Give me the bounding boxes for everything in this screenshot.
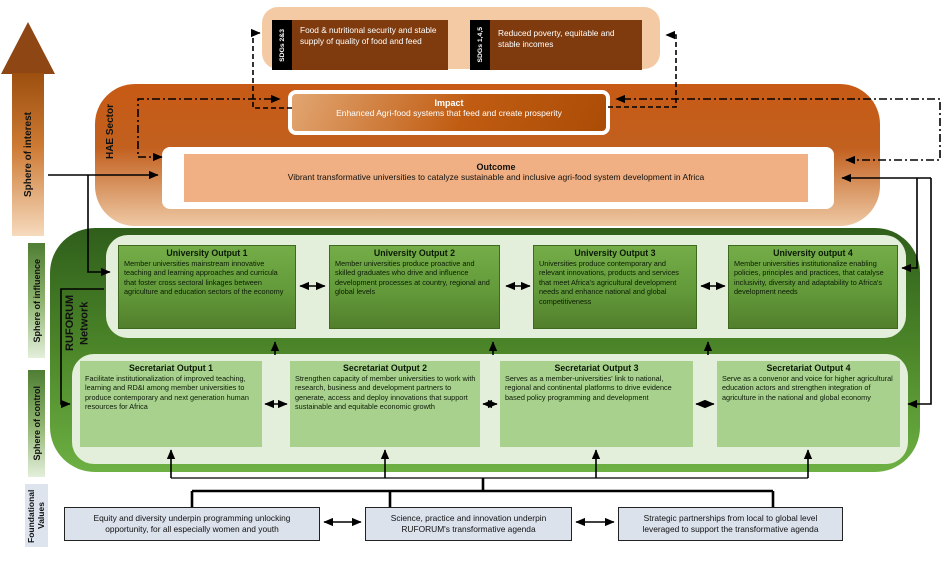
university-output-3-title: University Output 3 [574, 248, 656, 258]
hae-sector-label-wrap [99, 92, 121, 172]
sdg-1-4-5-box: Reduced poverty, equitable and stable incomes [490, 20, 642, 70]
secretariat-output-4-title: Secretariat Output 4 [766, 363, 851, 373]
foundational-box-partnerships: Strategic partnerships from local to global level leveraged to support the transformative agenda [618, 507, 843, 541]
university-output-1-text: Member universities mainstream innovative teaching and learning approaches and curricula that foster cross sectoral linkages between agriculture and education sectors of the economy [124, 259, 284, 297]
sdg-1-4-5-tab-label: SDGs 1,4,5 [476, 27, 484, 63]
sphere-of-control-label: Sphere of control [31, 386, 42, 461]
secretariat-output-3-title: Secretariat Output 3 [554, 363, 639, 373]
university-output-1-title: University Output 1 [166, 248, 248, 258]
foundational-box-science: Science, practice and innovation underpin RUFORUM's transformative agenda [365, 507, 572, 541]
outcome-title: Outcome [476, 162, 516, 172]
foundational-box-equity: Equity and diversity underpin programming unlocking opportunity, for all especially women and youth [64, 507, 320, 541]
secretariat-output-2-text: Strengthen capacity of member universities to work with research, business and development partners to generate, access and deploy innovations that support sustainable and equitable economic growth [295, 374, 476, 412]
sdg-band [262, 7, 660, 69]
secretariat-output-1-text: Facilitate institutionalization of improved teaching, learning and RD&I among member universities to produce contemporary and next generation human resources for Africa [85, 374, 249, 412]
university-output-2-title: University Output 2 [373, 248, 456, 258]
secretariat-output-4-box [717, 361, 900, 447]
sphere-of-influence-bar [28, 243, 45, 358]
sdg-2-3-tab [272, 20, 292, 70]
university-output-4-title: University output 4 [773, 248, 853, 258]
university-output-4-text: Member universities institutionalize enabling policies, principles and practices, that catalyse inclusivity, diversity and adaptability to Africa's development needs [734, 259, 884, 297]
secretariat-output-4-text: Serve as a convenor and voice for higher agricultural education actors and strengthen integration of agriculture in the national and global economy [722, 374, 893, 402]
hae-sector-label: HAE Sector [104, 104, 116, 160]
sdg-1-4-5-tab [470, 20, 490, 70]
university-output-2-box [329, 245, 500, 329]
impact-text: Enhanced Agri-food systems that feed and create prosperity [336, 108, 562, 118]
foundational-values-label: Foundational Values [25, 488, 46, 543]
secretariat-output-2-box [290, 361, 480, 447]
ruforum-network-label: RUFORUM Network [63, 294, 90, 352]
sdg-2-3-tab-label: SDGs 2&3 [278, 28, 286, 62]
secretariat-output-1-title: Secretariat Output 1 [128, 363, 214, 373]
university-output-1-box [118, 245, 296, 329]
university-output-3-text: Universities produce contemporary and relevant innovations, products and services that meet Africa's agricultural development needs and enhance national and global competitiveness [539, 259, 679, 306]
secretariat-output-3-text: Serves as a member-universities' link to national, regional and continental platforms to drive evidence based policy programming and development [505, 374, 672, 402]
impact-title: Impact [434, 98, 464, 108]
outcome-box [162, 147, 834, 209]
secretariat-output-2-title: Secretariat Output 2 [342, 363, 428, 373]
impact-box [288, 90, 610, 135]
sphere-of-interest-bar [12, 73, 44, 236]
secretariat-output-1-box [80, 361, 262, 447]
foundational-values-bar [25, 484, 48, 547]
university-output-3-box [533, 245, 697, 329]
ruforum-network-label-wrap [58, 282, 96, 364]
sphere-of-control-bar [28, 370, 45, 477]
outcome-inner-box [184, 154, 808, 202]
university-output-4-box [728, 245, 898, 329]
sphere-of-interest-label: Sphere of interest [22, 111, 34, 198]
university-output-2-text: Member universities produce proactive and skilled graduates who drive and influence development processes at country, regional and global levels [335, 259, 490, 297]
sdg-2-3-box: Food & nutritional security and stable supply of quality of food and feed [292, 20, 448, 70]
outcome-text: Vibrant transformative universities to catalyze sustainable and inclusive agri-food system development in Africa [287, 172, 705, 182]
secretariat-output-3-box [500, 361, 693, 447]
sphere-arrow-head-icon [1, 22, 55, 74]
sphere-of-influence-label: Sphere of influence [31, 258, 42, 343]
